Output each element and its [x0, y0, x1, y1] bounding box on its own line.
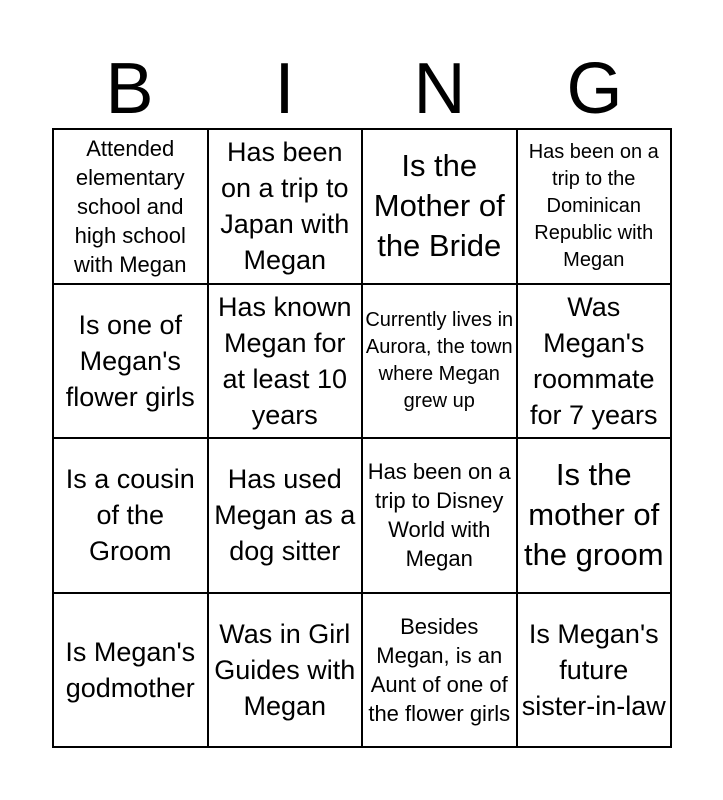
bingo-cell-text: Attended elementary school and high school with Megan [73, 135, 187, 277]
bingo-cell-r4-c2[interactable] [209, 594, 364, 749]
header-letter-n: N [413, 49, 466, 129]
bingo-cell-text: Has been on a trip to Japan with Megan [220, 137, 350, 276]
bingo-cell-text: Is the Mother of the Bride [373, 148, 505, 264]
bingo-header [52, 50, 672, 128]
bingo-cell-r1-c1[interactable] [54, 130, 209, 285]
bingo-cell-text: Is Megan's future sister-in-law [521, 618, 666, 721]
bingo-cell-r1-c2[interactable] [209, 130, 364, 285]
bingo-cell-r3-c1[interactable] [54, 439, 209, 594]
bingo-cell-r3-c3[interactable] [363, 439, 518, 594]
bingo-cell-r4-c3[interactable] [363, 594, 518, 749]
bingo-cell-text: Is the mother of the groom [523, 457, 664, 573]
bingo-cell-r2-c2[interactable] [209, 285, 364, 440]
bingo-cell-text: Has been on a trip to the Dominican Republic with Megan [528, 140, 659, 271]
bingo-cell-r4-c1[interactable] [54, 594, 209, 749]
bingo-cell-text: Has known Megan for at least 10 years [217, 291, 352, 430]
bingo-cell-r3-c2[interactable] [209, 439, 364, 594]
bingo-cell-text: Is Megan's godmother [65, 636, 196, 703]
header-letter-i: I [274, 49, 295, 129]
bingo-cell-text: Has used Megan as a dog sitter [214, 464, 356, 567]
bingo-cell-text: Was Megan's roommate for 7 years [529, 291, 658, 430]
bingo-board [52, 128, 672, 748]
bingo-cell-r3-c4[interactable] [518, 439, 673, 594]
bingo-cell-r2-c3[interactable] [363, 285, 518, 440]
bingo-cell-text: Is a cousin of the Groom [65, 464, 195, 567]
bingo-cell-r1-c3[interactable] [363, 130, 518, 285]
bingo-cell-text: Currently lives in Aurora, the town where Megan grew up [365, 308, 514, 412]
bingo-cell-text: Has been on a trip to Disney World with Megan [367, 459, 511, 572]
header-letter-g: G [566, 49, 623, 129]
bingo-cell-r4-c4[interactable] [518, 594, 673, 749]
bingo-cell-r2-c1[interactable] [54, 285, 209, 440]
header-letter-b: B [105, 49, 154, 129]
bingo-cell-r1-c4[interactable] [518, 130, 673, 285]
bingo-cell-text: Is one of Megan's flower girls [65, 309, 195, 412]
bingo-cell-text: Was in Girl Guides with Megan [214, 618, 356, 721]
bingo-cell-r2-c4[interactable] [518, 285, 673, 440]
bingo-cell-text: Besides Megan, is an Aunt of one of the flower girls [368, 613, 511, 726]
